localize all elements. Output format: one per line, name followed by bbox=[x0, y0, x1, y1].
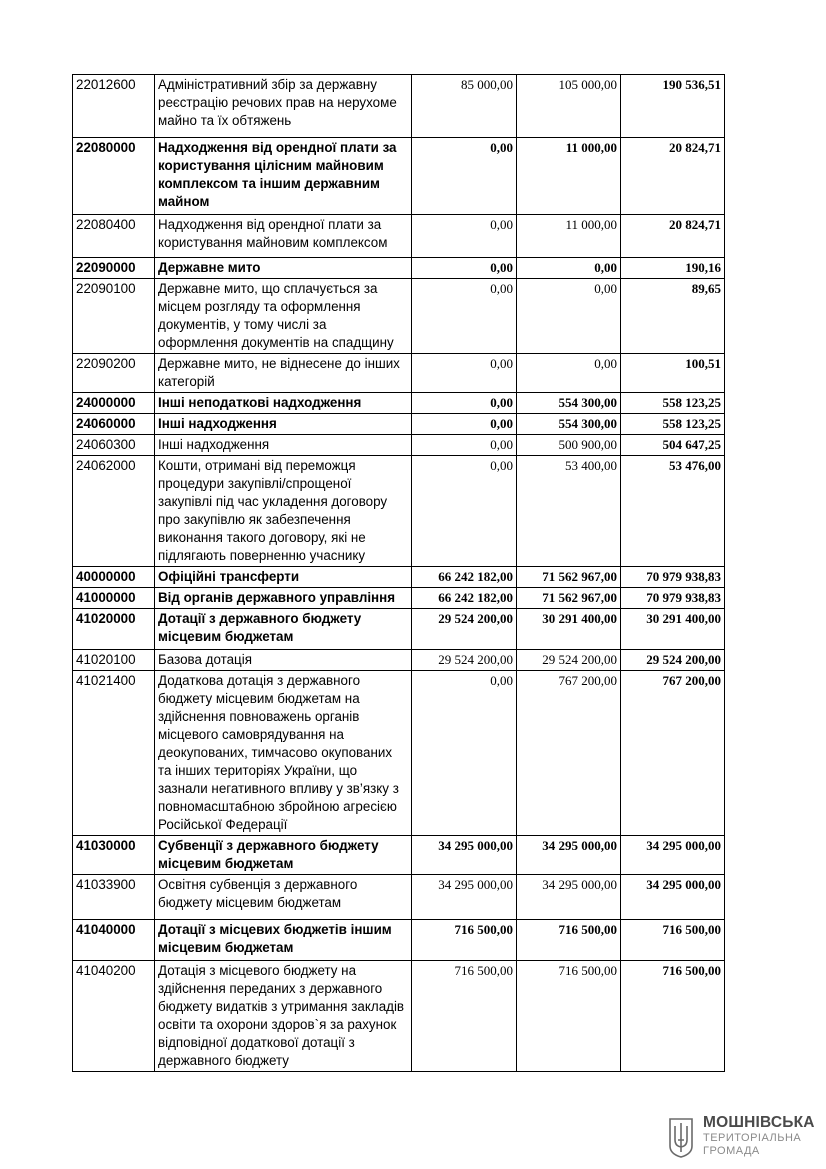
row-value-actual: 20 824,71 bbox=[621, 215, 725, 258]
row-name: Адміністративний збір за державну реєстрацію речових прав на нерухоме майно та їх обтяжень bbox=[155, 75, 412, 138]
row-value-plan-adjusted: 29 524 200,00 bbox=[517, 650, 621, 671]
table-row bbox=[73, 354, 725, 393]
row-name: Державне мито, не віднесене до інших категорій bbox=[155, 354, 412, 393]
row-value-plan-year: 716 500,00 bbox=[412, 920, 517, 961]
row-value-plan-year: 0,00 bbox=[412, 258, 517, 279]
row-value-actual: 558 123,25 bbox=[621, 414, 725, 435]
table-row bbox=[73, 650, 725, 671]
row-value-plan-year: 0,00 bbox=[412, 671, 517, 836]
row-code: 41040000 bbox=[73, 920, 155, 961]
row-value-actual: 20 824,71 bbox=[621, 138, 725, 215]
row-value-plan-year: 0,00 bbox=[412, 354, 517, 393]
logo-subtitle-1: ТЕРИТОРІАЛЬНА bbox=[703, 1132, 802, 1144]
row-value-plan-adjusted: 71 562 967,00 bbox=[517, 567, 621, 588]
row-value-plan-year: 29 524 200,00 bbox=[412, 650, 517, 671]
table-row bbox=[73, 138, 725, 215]
row-code: 41033900 bbox=[73, 875, 155, 920]
row-code: 41020000 bbox=[73, 609, 155, 650]
row-name: Від органів державного управління bbox=[155, 588, 412, 609]
community-logo bbox=[667, 1114, 817, 1160]
row-code: 22012600 bbox=[73, 75, 155, 138]
row-value-plan-adjusted: 716 500,00 bbox=[517, 920, 621, 961]
row-code: 41000000 bbox=[73, 588, 155, 609]
row-value-actual: 34 295 000,00 bbox=[621, 875, 725, 920]
row-name: Додаткова дотація з державного бюджету місцевим бюджетам на здійснення повноважень органів місцевого самоврядування на деокупованих, тимчасово окупованих та інших територіях України, що зазнали негативного впливу у зв’язку з повномасштабною збройною агресією Російської Федерації bbox=[155, 671, 412, 836]
row-value-actual: 100,51 bbox=[621, 354, 725, 393]
row-value-actual: 34 295 000,00 bbox=[621, 836, 725, 875]
row-value-plan-year: 0,00 bbox=[412, 393, 517, 414]
table-row bbox=[73, 456, 725, 567]
row-value-plan-adjusted: 554 300,00 bbox=[517, 393, 621, 414]
row-name: Освітня субвенція з державного бюджету місцевим бюджетам bbox=[155, 875, 412, 920]
row-value-plan-year: 0,00 bbox=[412, 279, 517, 354]
row-value-actual: 558 123,25 bbox=[621, 393, 725, 414]
row-name: Кошти, отримані від переможця процедури закупівлі/спрощеної закупівлі під час укладення договору про закупівлю як забезпечення виконання такого договору, які не підлягають поверненню учаснику bbox=[155, 456, 412, 567]
row-value-actual: 504 647,25 bbox=[621, 435, 725, 456]
row-code: 22090000 bbox=[73, 258, 155, 279]
row-value-actual: 29 524 200,00 bbox=[621, 650, 725, 671]
row-code: 22090200 bbox=[73, 354, 155, 393]
row-name: Дотація з місцевого бюджету на здійснення переданих з державного бюджету видатків з утримання закладів освіти та охорони здоров`я за рахунок відповідної додаткової дотації з державного бюджету bbox=[155, 961, 412, 1072]
table-row bbox=[73, 258, 725, 279]
table-row bbox=[73, 567, 725, 588]
row-value-actual: 767 200,00 bbox=[621, 671, 725, 836]
row-value-actual: 30 291 400,00 bbox=[621, 609, 725, 650]
row-value-plan-adjusted: 53 400,00 bbox=[517, 456, 621, 567]
row-value-actual: 70 979 938,83 bbox=[621, 567, 725, 588]
row-code: 41021400 bbox=[73, 671, 155, 836]
logo-subtitle-2: ГРОМАДА bbox=[703, 1145, 760, 1157]
row-value-plan-adjusted: 554 300,00 bbox=[517, 414, 621, 435]
row-value-plan-year: 66 242 182,00 bbox=[412, 588, 517, 609]
row-value-plan-year: 0,00 bbox=[412, 435, 517, 456]
table-row bbox=[73, 671, 725, 836]
row-value-plan-adjusted: 30 291 400,00 bbox=[517, 609, 621, 650]
row-value-actual: 716 500,00 bbox=[621, 961, 725, 1072]
row-code: 24060000 bbox=[73, 414, 155, 435]
row-value-plan-adjusted: 0,00 bbox=[517, 279, 621, 354]
table-row bbox=[73, 609, 725, 650]
table-row bbox=[73, 279, 725, 354]
row-value-plan-year: 34 295 000,00 bbox=[412, 875, 517, 920]
row-code: 24060300 bbox=[73, 435, 155, 456]
logo-title: МОШНІВСЬКА bbox=[703, 1114, 815, 1131]
row-value-actual: 53 476,00 bbox=[621, 456, 725, 567]
row-name: Надходження від орендної плати за користування майновим комплексом bbox=[155, 215, 412, 258]
row-value-plan-adjusted: 34 295 000,00 bbox=[517, 875, 621, 920]
row-value-plan-adjusted: 0,00 bbox=[517, 354, 621, 393]
row-value-actual: 89,65 bbox=[621, 279, 725, 354]
row-value-plan-year: 0,00 bbox=[412, 456, 517, 567]
row-code: 41040200 bbox=[73, 961, 155, 1072]
row-name: Офіційні трансферти bbox=[155, 567, 412, 588]
table-row bbox=[73, 875, 725, 920]
row-code: 40000000 bbox=[73, 567, 155, 588]
row-value-plan-year: 0,00 bbox=[412, 215, 517, 258]
row-value-plan-year: 34 295 000,00 bbox=[412, 836, 517, 875]
row-value-plan-year: 0,00 bbox=[412, 414, 517, 435]
table-row bbox=[73, 435, 725, 456]
row-value-plan-adjusted: 105 000,00 bbox=[517, 75, 621, 138]
row-code: 24062000 bbox=[73, 456, 155, 567]
row-name: Надходження від орендної плати за користування цілісним майновим комплексом та іншим державним майном bbox=[155, 138, 412, 215]
row-value-actual: 716 500,00 bbox=[621, 920, 725, 961]
row-value-plan-adjusted: 767 200,00 bbox=[517, 671, 621, 836]
row-code: 22090100 bbox=[73, 279, 155, 354]
table-row bbox=[73, 414, 725, 435]
row-code: 41020100 bbox=[73, 650, 155, 671]
row-code: 22080400 bbox=[73, 215, 155, 258]
row-value-plan-adjusted: 11 000,00 bbox=[517, 215, 621, 258]
row-name: Дотації з державного бюджету місцевим бюджетам bbox=[155, 609, 412, 650]
row-value-plan-year: 716 500,00 bbox=[412, 961, 517, 1072]
row-value-plan-adjusted: 716 500,00 bbox=[517, 961, 621, 1072]
row-name: Інші надходження bbox=[155, 435, 412, 456]
row-value-plan-adjusted: 34 295 000,00 bbox=[517, 836, 621, 875]
row-value-plan-adjusted: 0,00 bbox=[517, 258, 621, 279]
row-code: 41030000 bbox=[73, 836, 155, 875]
row-value-actual: 70 979 938,83 bbox=[621, 588, 725, 609]
row-code: 24000000 bbox=[73, 393, 155, 414]
table-row bbox=[73, 215, 725, 258]
row-value-plan-adjusted: 500 900,00 bbox=[517, 435, 621, 456]
row-value-plan-year: 0,00 bbox=[412, 138, 517, 215]
budget-revenue-table bbox=[72, 74, 725, 1072]
row-name: Базова дотація bbox=[155, 650, 412, 671]
table-row bbox=[73, 920, 725, 961]
row-code: 22080000 bbox=[73, 138, 155, 215]
row-value-actual: 190,16 bbox=[621, 258, 725, 279]
row-value-plan-adjusted: 71 562 967,00 bbox=[517, 588, 621, 609]
trident-icon bbox=[667, 1116, 695, 1158]
row-value-plan-year: 66 242 182,00 bbox=[412, 567, 517, 588]
row-name: Державне мито, що сплачується за місцем розгляду та оформлення документів, у тому числі за оформлення документів на спадщину bbox=[155, 279, 412, 354]
table-row bbox=[73, 961, 725, 1072]
row-name: Інші надходження bbox=[155, 414, 412, 435]
row-value-plan-year: 29 524 200,00 bbox=[412, 609, 517, 650]
table-row bbox=[73, 75, 725, 138]
row-name: Державне мито bbox=[155, 258, 412, 279]
row-name: Дотації з місцевих бюджетів іншим місцевим бюджетам bbox=[155, 920, 412, 961]
row-value-actual: 190 536,51 bbox=[621, 75, 725, 138]
table-row bbox=[73, 836, 725, 875]
row-name: Інші неподаткові надходження bbox=[155, 393, 412, 414]
row-value-plan-year: 85 000,00 bbox=[412, 75, 517, 138]
row-name: Субвенції з державного бюджету місцевим бюджетам bbox=[155, 836, 412, 875]
table-row bbox=[73, 588, 725, 609]
row-value-plan-adjusted: 11 000,00 bbox=[517, 138, 621, 215]
table-row bbox=[73, 393, 725, 414]
